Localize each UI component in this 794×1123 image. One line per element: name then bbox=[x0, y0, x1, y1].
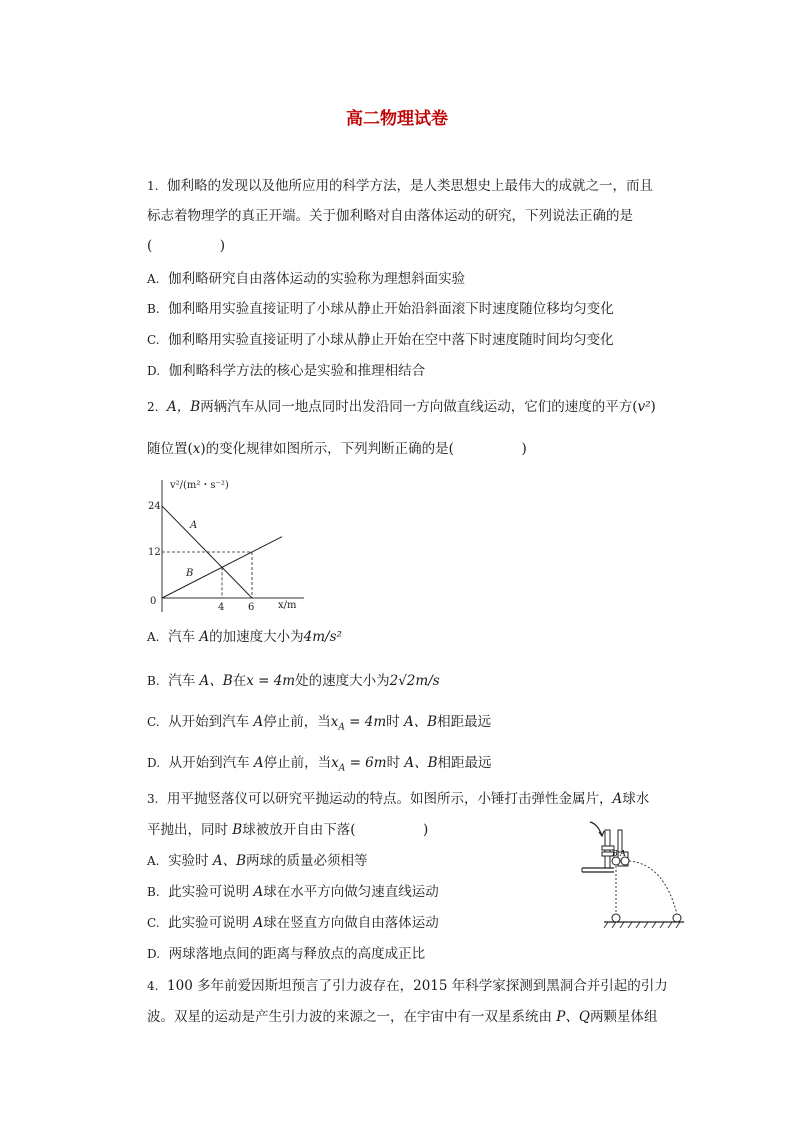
origin-label: 0 bbox=[150, 596, 157, 607]
q1-option-c[interactable]: C. 伽利略用实验直接证明了小球从静止开始在空中落下时速度随时间均匀变化 bbox=[147, 332, 614, 348]
q2-option-c[interactable]: C. 从开始到汽车 A停止前，当$x_A = 4m$时 A、B相距最远 bbox=[147, 714, 492, 733]
series-b-label: B bbox=[186, 568, 194, 579]
q3-option-d[interactable]: D. 两球落地点间的距离与释放点的高度成正比 bbox=[147, 946, 426, 962]
ball-a bbox=[621, 857, 629, 865]
page-title: 高二物理试卷 bbox=[346, 109, 448, 129]
x-tick-6: 6 bbox=[248, 602, 255, 613]
label-b: B bbox=[612, 849, 618, 858]
x-tick-4: 4 bbox=[218, 602, 225, 613]
parabolic-path bbox=[629, 861, 677, 914]
q1-option-a[interactable]: A. 伽利略研究自由落体运动的实验称为理想斜面实验 bbox=[147, 271, 466, 287]
q1-bracket: ( ) bbox=[147, 238, 226, 254]
q2-option-d[interactable]: D. 从开始到汽车 A停止前，当$x_A = 6m$时 A、B相距最远 bbox=[147, 755, 492, 774]
q2-line-2: 随位置(x)的变化规律如图所示，下列判断正确的是( ) bbox=[147, 441, 527, 457]
q1-option-d[interactable]: D. 伽利略科学方法的核心是实验和推理相结合 bbox=[147, 363, 426, 379]
q4-line-1: 4. 100 多年前爱因斯坦预言了引力波存在，2015 年科学家探测到黑洞合并引起的引力 bbox=[147, 978, 668, 994]
q1-number: 1. bbox=[147, 179, 159, 193]
q3-option-b[interactable]: B. 此实验可说明 A球在水平方向做匀速直线运动 bbox=[147, 884, 439, 900]
q2-line-1: 2. A，B两辆汽车从同一地点同时出发沿同一方向做直线运动，它们的速度的平方(v²) bbox=[147, 399, 656, 415]
q1-line-2: 标志着物理学的真正开端。关于伽利略对自由落体运动的研究，下列说法正确的是 bbox=[147, 208, 633, 224]
q4-line-2: 波。双星的运动是产生引力波的来源之一，在宇宙中有一双星系统由 P、Q两颗星体组 bbox=[147, 1009, 658, 1025]
q3-option-c[interactable]: C. 此实验可说明 A球在竖直方向做自由落体运动 bbox=[147, 915, 439, 931]
y-tick-12: 12 bbox=[148, 547, 161, 558]
x-axis-label: x/m bbox=[278, 600, 297, 611]
ball-b bbox=[612, 857, 620, 865]
q2-option-b[interactable]: B. 汽车 A、B在x = 4m处的速度大小为2√2m/s bbox=[147, 673, 440, 689]
q3-option-a[interactable]: A. 实验时 A、B两球的质量必须相等 bbox=[147, 853, 368, 869]
projectile-apparatus-figure bbox=[578, 818, 684, 930]
q3-number: 3. bbox=[147, 792, 159, 806]
q2-number: 2. bbox=[147, 400, 159, 414]
y-axis-label: v²/(m²・s⁻²) bbox=[170, 480, 229, 491]
q3-line-2: 平抛出，同时 B球被放开自由下落( ) bbox=[147, 822, 429, 838]
label-a: A bbox=[620, 849, 626, 858]
q1-option-b[interactable]: B. 伽利略用实验直接证明了小球从静止开始沿斜面滚下时速度随位移均匀变化 bbox=[147, 301, 614, 317]
q3-line-1: 3. 用平抛竖落仪可以研究平抛运动的特点。如图所示，小锤打击弹性金属片，A球水 bbox=[147, 791, 650, 807]
q1-line-1: 1. 伽利略的发现以及他所应用的科学方法，是人类思想史上最伟大的成就之一，而且 bbox=[147, 178, 654, 194]
q2-option-a[interactable]: A. 汽车 A的加速度大小为4m/s² bbox=[147, 629, 342, 645]
v2-x-graph bbox=[142, 474, 312, 616]
series-a-label: A bbox=[190, 520, 198, 531]
q4-number: 4. bbox=[147, 979, 159, 993]
y-tick-24: 24 bbox=[148, 501, 161, 512]
